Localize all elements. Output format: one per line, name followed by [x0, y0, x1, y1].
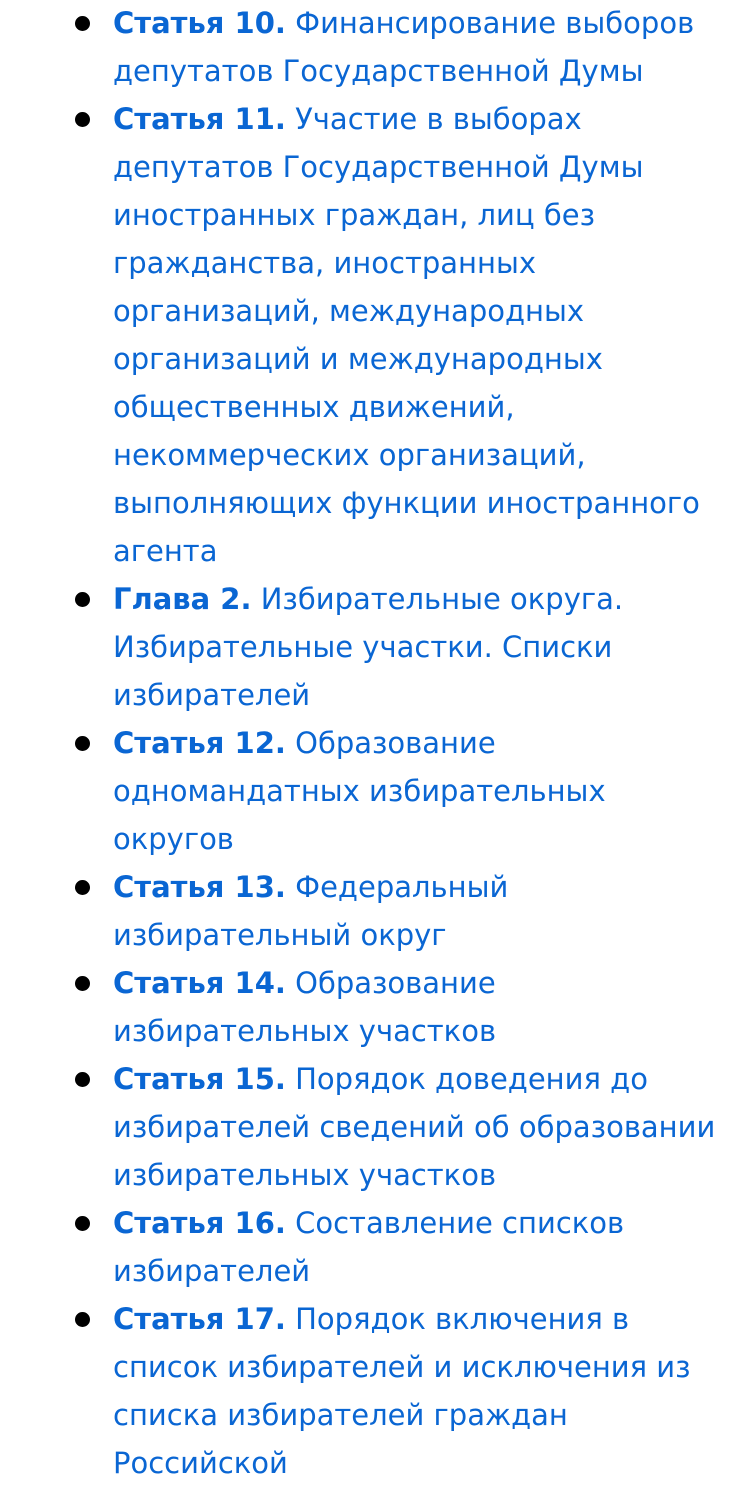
toc-item-article-11: [0, 95, 750, 575]
item-title: Участие в выборах депутатов Государственной Думы иностранных граждан, лиц без гражданства, иностранных организаций, международных организаций и международных общественных движений, некоммерческих организаций, выполняющих функции иностранного агента: [113, 102, 700, 568]
item-title: Порядок включения в список избирателей и исключения из списка избирателей граждан Российской: [113, 1302, 691, 1480]
item-number: Статья 11.: [113, 102, 286, 136]
item-title: Составление списков избирателей: [113, 1206, 625, 1288]
item-title: Избирательные округа. Избирательные участки. Списки избирателей: [113, 582, 624, 712]
item-number: Глава 2.: [113, 582, 252, 616]
toc-item-article-15: [0, 1055, 750, 1199]
toc-item-article-14: [0, 959, 750, 1055]
toc-item-article-16: [0, 1199, 750, 1295]
item-number: Статья 17.: [113, 1302, 286, 1336]
item-title: Федеральный избирательный округ: [113, 870, 509, 952]
toc-item-article-10: [0, 0, 750, 95]
toc-item-article-17: [0, 1295, 750, 1487]
toc-link-article-17[interactable]: [113, 1302, 691, 1480]
item-title: Образование одномандатных избирательных округов: [113, 726, 606, 856]
item-title: Порядок доведения до избирателей сведений об образовании избирательных участков: [113, 1062, 716, 1192]
toc-item-article-13: [0, 863, 750, 959]
toc-link-article-12[interactable]: [113, 726, 606, 856]
toc-link-chapter-2[interactable]: [113, 582, 623, 712]
item-number: Статья 12.: [113, 726, 286, 760]
toc-link-article-15[interactable]: [113, 1062, 715, 1192]
bullet-icon: [75, 592, 90, 607]
bullet-icon: [75, 16, 90, 31]
item-number: Статья 16.: [113, 1206, 286, 1240]
item-number: Статья 14.: [113, 966, 286, 1000]
toc-item-chapter-2: [0, 575, 750, 719]
bullet-icon: [75, 976, 90, 991]
bullet-icon: [75, 736, 90, 751]
toc-item-article-12: [0, 719, 750, 863]
bullet-icon: [75, 112, 90, 127]
item-number: Статья 10.: [113, 6, 286, 40]
toc-link-article-13[interactable]: [113, 870, 508, 952]
bullet-icon: [75, 1072, 90, 1087]
item-title: Образование избирательных участков: [113, 966, 497, 1048]
item-number: Статья 13.: [113, 870, 286, 904]
item-number: Статья 15.: [113, 1062, 286, 1096]
toc-link-article-11[interactable]: [113, 102, 700, 568]
toc-link-article-16[interactable]: [113, 1206, 624, 1288]
bullet-icon: [75, 1216, 90, 1231]
toc-link-article-14[interactable]: [113, 966, 496, 1048]
toc-link-article-10[interactable]: [113, 6, 694, 88]
bullet-icon: [75, 880, 90, 895]
bullet-icon: [75, 1312, 90, 1327]
item-title: Финансирование выборов депутатов Государственной Думы: [113, 6, 695, 88]
